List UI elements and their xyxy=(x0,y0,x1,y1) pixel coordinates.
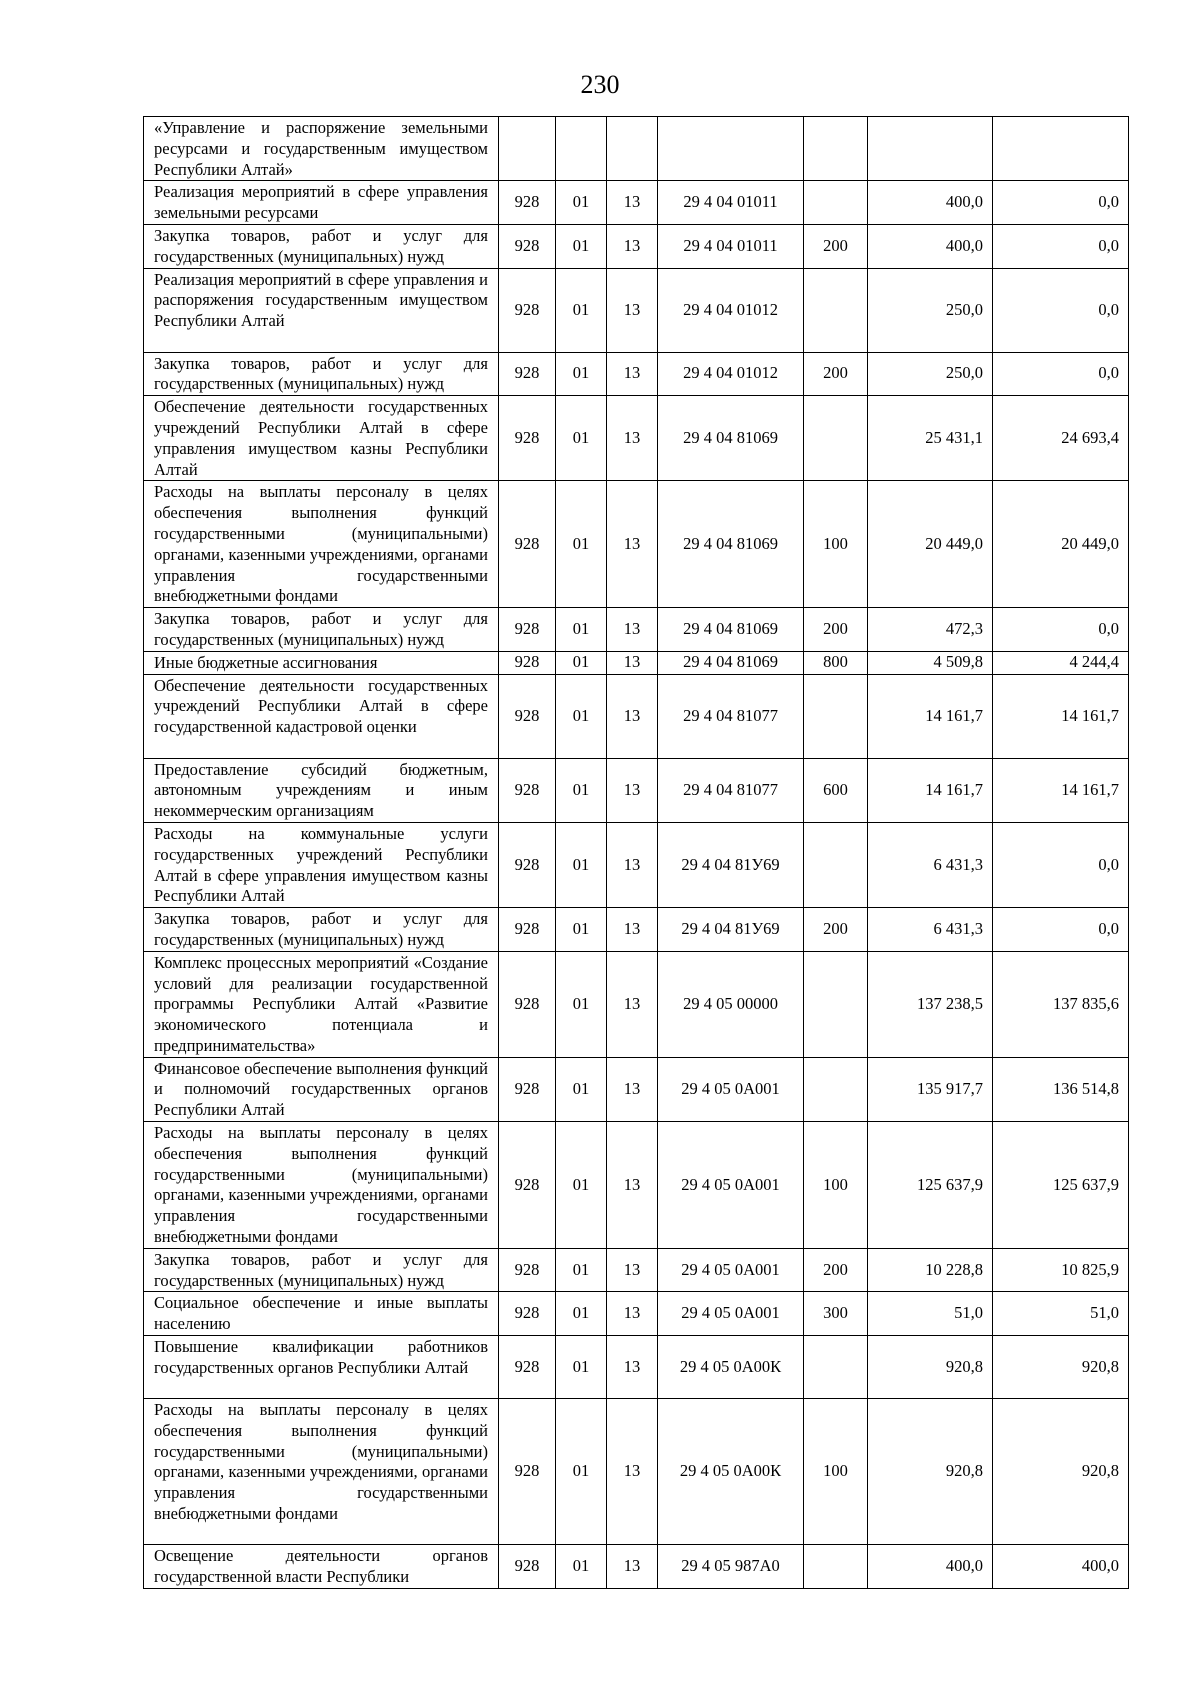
admin-code: 928 xyxy=(499,674,556,758)
target-code: 29 4 04 01012 xyxy=(658,268,804,352)
row-name: Социальное обеспечение и иные выплаты населению xyxy=(144,1292,499,1336)
sum-2 xyxy=(993,117,1129,181)
table-row xyxy=(144,224,1129,268)
row-name: Расходы на выплаты персоналу в целях обеспечения выполнения функций государственными (муниципальными) органами, казенными учреждениями, органами управления государственными внебюджетными фондами xyxy=(144,481,499,608)
expense-type: 800 xyxy=(804,651,868,674)
sum-2: 10 825,9 xyxy=(993,1248,1129,1292)
section-code: 01 xyxy=(556,822,607,907)
sum-1: 6 431,3 xyxy=(868,822,993,907)
subsection-code: 13 xyxy=(607,1292,658,1336)
sum-2: 0,0 xyxy=(993,224,1129,268)
target-code: 29 4 04 81077 xyxy=(658,674,804,758)
target-code: 29 4 04 81077 xyxy=(658,758,804,822)
sum-2: 14 161,7 xyxy=(993,758,1129,822)
subsection-code: 13 xyxy=(607,674,658,758)
sum-1: 400,0 xyxy=(868,224,993,268)
admin-code: 928 xyxy=(499,908,556,952)
sum-1: 25 431,1 xyxy=(868,396,993,481)
expense-type xyxy=(804,674,868,758)
sum-2: 137 835,6 xyxy=(993,951,1129,1057)
table-row xyxy=(144,396,1129,481)
table-row xyxy=(144,181,1129,225)
subsection-code: 13 xyxy=(607,908,658,952)
subsection-code: 13 xyxy=(607,481,658,608)
section-code: 01 xyxy=(556,951,607,1057)
sum-2: 0,0 xyxy=(993,268,1129,352)
admin-code: 928 xyxy=(499,1545,556,1589)
table-row xyxy=(144,1399,1129,1545)
subsection-code: 13 xyxy=(607,1545,658,1589)
row-name: Иные бюджетные ассигнования xyxy=(144,651,499,674)
admin-code: 928 xyxy=(499,1292,556,1336)
target-code: 29 4 04 81069 xyxy=(658,481,804,608)
admin-code xyxy=(499,117,556,181)
subsection-code: 13 xyxy=(607,268,658,352)
subsection-code: 13 xyxy=(607,951,658,1057)
section-code: 01 xyxy=(556,1545,607,1589)
admin-code: 928 xyxy=(499,608,556,652)
target-code: 29 4 05 0А001 xyxy=(658,1292,804,1336)
row-name: Повышение квалификации работников государственных органов Республики Алтай xyxy=(144,1336,499,1399)
table-row xyxy=(144,651,1129,674)
section-code: 01 xyxy=(556,1336,607,1399)
row-name: Расходы на коммунальные услуги государственных учреждений Республики Алтай в сфере управления имуществом казны Республики Алтай xyxy=(144,822,499,907)
row-name: Расходы на выплаты персоналу в целях обеспечения выполнения функций государственными (муниципальными) органами, казенными учреждениями, органами управления государственными внебюджетными фондами xyxy=(144,1399,499,1545)
section-code: 01 xyxy=(556,1057,607,1121)
sum-1: 20 449,0 xyxy=(868,481,993,608)
sum-1: 6 431,3 xyxy=(868,908,993,952)
row-name: Обеспечение деятельности государственных учреждений Республики Алтай в сфере государственной кадастровой оценки xyxy=(144,674,499,758)
admin-code: 928 xyxy=(499,181,556,225)
sum-2: 20 449,0 xyxy=(993,481,1129,608)
admin-code: 928 xyxy=(499,1336,556,1399)
admin-code: 928 xyxy=(499,352,556,396)
expense-type: 200 xyxy=(804,1248,868,1292)
sum-2: 0,0 xyxy=(993,822,1129,907)
sum-2: 920,8 xyxy=(993,1399,1129,1545)
target-code: 29 4 05 0А001 xyxy=(658,1057,804,1121)
subsection-code xyxy=(607,117,658,181)
row-name: «Управление и распоряжение земельными ресурсами и государственным имуществом Республики Алтай» xyxy=(144,117,499,181)
expense-type xyxy=(804,181,868,225)
table-row xyxy=(144,1336,1129,1399)
table-row xyxy=(144,117,1129,181)
expense-type: 200 xyxy=(804,608,868,652)
sum-1: 125 637,9 xyxy=(868,1122,993,1249)
sum-1: 250,0 xyxy=(868,268,993,352)
subsection-code: 13 xyxy=(607,1399,658,1545)
section-code: 01 xyxy=(556,1248,607,1292)
target-code: 29 4 04 81069 xyxy=(658,396,804,481)
row-name: Закупка товаров, работ и услуг для государственных (муниципальных) нужд xyxy=(144,352,499,396)
admin-code: 928 xyxy=(499,758,556,822)
admin-code: 928 xyxy=(499,651,556,674)
target-code: 29 4 04 81У69 xyxy=(658,908,804,952)
section-code: 01 xyxy=(556,908,607,952)
admin-code: 928 xyxy=(499,268,556,352)
section-code: 01 xyxy=(556,181,607,225)
sum-2: 14 161,7 xyxy=(993,674,1129,758)
subsection-code: 13 xyxy=(607,224,658,268)
row-name: Освещение деятельности органов государственной власти Республики xyxy=(144,1545,499,1589)
table-row xyxy=(144,352,1129,396)
target-code xyxy=(658,117,804,181)
expense-type xyxy=(804,396,868,481)
admin-code: 928 xyxy=(499,1057,556,1121)
target-code: 29 4 04 01011 xyxy=(658,224,804,268)
expense-type xyxy=(804,951,868,1057)
sum-2: 24 693,4 xyxy=(993,396,1129,481)
table-row xyxy=(144,481,1129,608)
table-row xyxy=(144,951,1129,1057)
expense-type: 100 xyxy=(804,1122,868,1249)
sum-1: 135 917,7 xyxy=(868,1057,993,1121)
table-row xyxy=(144,822,1129,907)
sum-1: 400,0 xyxy=(868,1545,993,1589)
row-name: Закупка товаров, работ и услуг для государственных (муниципальных) нужд xyxy=(144,908,499,952)
expense-type: 200 xyxy=(804,908,868,952)
sum-2: 4 244,4 xyxy=(993,651,1129,674)
admin-code: 928 xyxy=(499,224,556,268)
expense-type xyxy=(804,1057,868,1121)
sum-1: 920,8 xyxy=(868,1336,993,1399)
expense-type: 600 xyxy=(804,758,868,822)
target-code: 29 4 04 01011 xyxy=(658,181,804,225)
target-code: 29 4 04 81069 xyxy=(658,651,804,674)
row-name: Реализация мероприятий в сфере управления земельными ресурсами xyxy=(144,181,499,225)
section-code: 01 xyxy=(556,674,607,758)
sum-1 xyxy=(868,117,993,181)
table-row xyxy=(144,674,1129,758)
sum-1: 137 238,5 xyxy=(868,951,993,1057)
admin-code: 928 xyxy=(499,951,556,1057)
sum-2: 0,0 xyxy=(993,181,1129,225)
target-code: 29 4 05 0А00К xyxy=(658,1399,804,1545)
row-name: Финансовое обеспечение выполнения функций и полномочий государственных органов Республики Алтай xyxy=(144,1057,499,1121)
table-row xyxy=(144,1292,1129,1336)
subsection-code: 13 xyxy=(607,758,658,822)
expense-type: 200 xyxy=(804,224,868,268)
budget-table xyxy=(143,116,1129,1589)
target-code: 29 4 04 81У69 xyxy=(658,822,804,907)
table-row xyxy=(144,1248,1129,1292)
table-row xyxy=(144,608,1129,652)
expense-type: 300 xyxy=(804,1292,868,1336)
expense-type: 100 xyxy=(804,481,868,608)
sum-2: 920,8 xyxy=(993,1336,1129,1399)
row-name: Закупка товаров, работ и услуг для государственных (муниципальных) нужд xyxy=(144,608,499,652)
page-number: 230 xyxy=(580,70,620,99)
sum-1: 472,3 xyxy=(868,608,993,652)
sum-2: 125 637,9 xyxy=(993,1122,1129,1249)
sum-1: 14 161,7 xyxy=(868,758,993,822)
target-code: 29 4 05 987А0 xyxy=(658,1545,804,1589)
subsection-code: 13 xyxy=(607,1122,658,1249)
section-code: 01 xyxy=(556,224,607,268)
section-code: 01 xyxy=(556,1292,607,1336)
row-name: Предоставление субсидий бюджетным, автономным учреждениям и иным некоммерческим организациям xyxy=(144,758,499,822)
sum-1: 10 228,8 xyxy=(868,1248,993,1292)
sum-2: 136 514,8 xyxy=(993,1057,1129,1121)
expense-type xyxy=(804,1336,868,1399)
sum-2: 400,0 xyxy=(993,1545,1129,1589)
section-code: 01 xyxy=(556,758,607,822)
row-name: Реализация мероприятий в сфере управления и распоряжения государственным имуществом Республики Алтай xyxy=(144,268,499,352)
expense-type xyxy=(804,1545,868,1589)
target-code: 29 4 05 00000 xyxy=(658,951,804,1057)
sum-2: 51,0 xyxy=(993,1292,1129,1336)
subsection-code: 13 xyxy=(607,1336,658,1399)
section-code: 01 xyxy=(556,651,607,674)
section-code xyxy=(556,117,607,181)
section-code: 01 xyxy=(556,352,607,396)
sum-1: 250,0 xyxy=(868,352,993,396)
target-code: 29 4 04 81069 xyxy=(658,608,804,652)
section-code: 01 xyxy=(556,1399,607,1545)
subsection-code: 13 xyxy=(607,1248,658,1292)
sum-2: 0,0 xyxy=(993,908,1129,952)
sum-1: 400,0 xyxy=(868,181,993,225)
subsection-code: 13 xyxy=(607,181,658,225)
table-row xyxy=(144,1057,1129,1121)
admin-code: 928 xyxy=(499,1248,556,1292)
sum-1: 51,0 xyxy=(868,1292,993,1336)
expense-type xyxy=(804,117,868,181)
target-code: 29 4 04 01012 xyxy=(658,352,804,396)
section-code: 01 xyxy=(556,481,607,608)
admin-code: 928 xyxy=(499,1122,556,1249)
sum-1: 920,8 xyxy=(868,1399,993,1545)
table-row xyxy=(144,1545,1129,1589)
row-name: Закупка товаров, работ и услуг для государственных (муниципальных) нужд xyxy=(144,1248,499,1292)
section-code: 01 xyxy=(556,608,607,652)
table-row xyxy=(144,268,1129,352)
table-row xyxy=(144,758,1129,822)
expense-type xyxy=(804,268,868,352)
row-name: Расходы на выплаты персоналу в целях обеспечения выполнения функций государственными (муниципальными) органами, казенными учреждениями, органами управления государственными внебюджетными фондами xyxy=(144,1122,499,1249)
sum-1: 4 509,8 xyxy=(868,651,993,674)
subsection-code: 13 xyxy=(607,608,658,652)
admin-code: 928 xyxy=(499,481,556,608)
target-code: 29 4 05 0А001 xyxy=(658,1122,804,1249)
table-row xyxy=(144,1122,1129,1249)
expense-type xyxy=(804,822,868,907)
subsection-code: 13 xyxy=(607,651,658,674)
row-name: Комплекс процессных мероприятий «Создание условий для реализации государственной программы Республики Алтай «Развитие экономического потенциала и предпринимательства» xyxy=(144,951,499,1057)
section-code: 01 xyxy=(556,268,607,352)
expense-type: 200 xyxy=(804,352,868,396)
subsection-code: 13 xyxy=(607,352,658,396)
subsection-code: 13 xyxy=(607,822,658,907)
table-row xyxy=(144,908,1129,952)
row-name: Закупка товаров, работ и услуг для государственных (муниципальных) нужд xyxy=(144,224,499,268)
sum-2: 0,0 xyxy=(993,608,1129,652)
subsection-code: 13 xyxy=(607,1057,658,1121)
subsection-code: 13 xyxy=(607,396,658,481)
target-code: 29 4 05 0А001 xyxy=(658,1248,804,1292)
admin-code: 928 xyxy=(499,1399,556,1545)
row-name: Обеспечение деятельности государственных учреждений Республики Алтай в сфере управления имуществом казны Республики Алтай xyxy=(144,396,499,481)
target-code: 29 4 05 0А00К xyxy=(658,1336,804,1399)
sum-1: 14 161,7 xyxy=(868,674,993,758)
expense-type: 100 xyxy=(804,1399,868,1545)
admin-code: 928 xyxy=(499,396,556,481)
section-code: 01 xyxy=(556,396,607,481)
sum-2: 0,0 xyxy=(993,352,1129,396)
section-code: 01 xyxy=(556,1122,607,1249)
admin-code: 928 xyxy=(499,822,556,907)
